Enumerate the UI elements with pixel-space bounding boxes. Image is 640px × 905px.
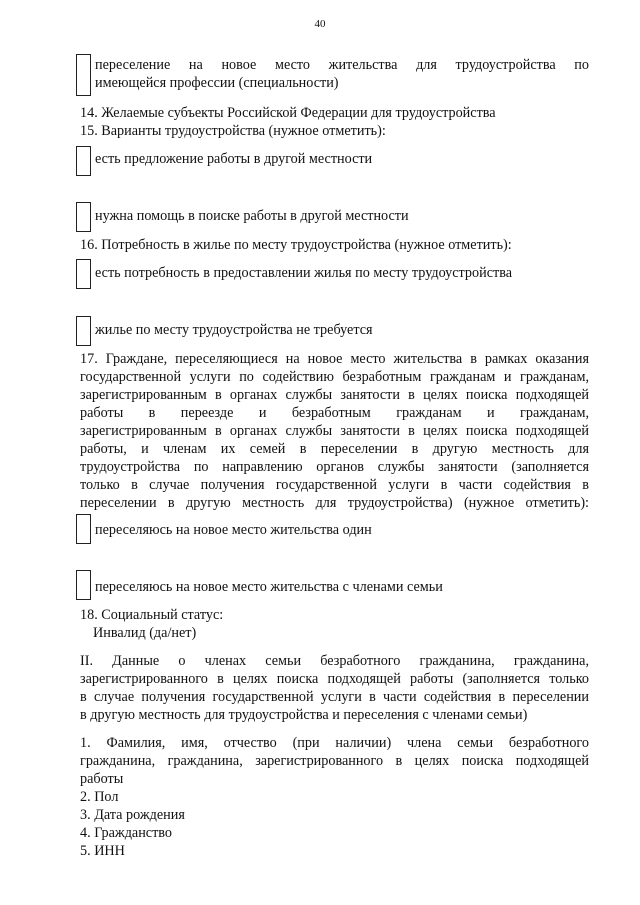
- option-relocation-by-profession-line1: переселение на новое место жительства для трудоустройства по: [95, 57, 589, 73]
- section-2-line: в другую местность для трудоустройства и переселения с членами семьи): [80, 707, 528, 723]
- option-relocation-by-profession-line2: имеющейся профессии (специальности): [95, 75, 339, 91]
- field-17-line: работы, и членам их семей в переселении в другую местность для: [80, 441, 589, 457]
- family-field-1-line: гражданина, гражданина, зарегистрированного в целях поиска подходящей: [80, 753, 589, 769]
- page-number: 40: [314, 18, 326, 30]
- family-field-3-birthdate: 3. Дата рождения: [80, 807, 185, 823]
- checkbox-job-offer-elsewhere[interactable]: [76, 146, 91, 176]
- family-field-1-line: работы: [80, 771, 124, 787]
- option-relocating-with-family: переселяюсь на новое место жительства с членами семьи: [95, 579, 443, 595]
- field-17-line: 17. Граждане, переселяющиеся на новое место жительства в рамках оказания: [80, 351, 589, 367]
- field-16-heading: 16. Потребность в жилье по месту трудоустройства (нужное отметить):: [80, 237, 512, 253]
- family-field-1-line: 1. Фамилия, имя, отчество (при наличии) члена семьи безработного: [80, 735, 589, 751]
- field-15-heading: 15. Варианты трудоустройства (нужное отметить):: [80, 123, 386, 139]
- option-housing-not-needed: жилье по месту трудоустройства не требуется: [95, 322, 373, 338]
- field-17-line: зарегистрированным в органах службы занятости в целях поиска подходящей: [80, 423, 589, 439]
- checkbox-relocating-with-family[interactable]: [76, 570, 91, 600]
- family-field-4-citizenship: 4. Гражданство: [80, 825, 172, 841]
- option-job-offer-elsewhere: есть предложение работы в другой местности: [95, 151, 373, 167]
- field-17-line: только в случае получения государственной услуги в части содействия в: [80, 477, 589, 493]
- family-field-5-inn: 5. ИНН: [80, 843, 125, 859]
- section-2-line: в случае получения государственной услуги в части содействия в переселении: [80, 689, 589, 705]
- checkbox-need-job-search-help[interactable]: [76, 202, 91, 232]
- field-14-desired-regions: 14. Желаемые субъекты Российской Федерации для трудоустройства: [80, 105, 496, 121]
- section-2-line: зарегистрированного в целях поиска подходящей работы (заполняется только: [80, 671, 589, 687]
- checkbox-relocating-alone[interactable]: [76, 514, 91, 544]
- field-17-line: работы в переезде и безработным гражданам и гражданам,: [80, 405, 589, 421]
- field-17-line: зарегистрированным в органах службы занятости в целях поиска подходящей: [80, 387, 589, 403]
- checkbox-housing-not-needed[interactable]: [76, 316, 91, 346]
- field-18-social-status: 18. Социальный статус:: [80, 607, 224, 623]
- field-disability: Инвалид (да/нет): [93, 625, 197, 641]
- family-field-2-sex: 2. Пол: [80, 789, 119, 805]
- checkbox-housing-needed[interactable]: [76, 259, 91, 289]
- option-need-job-search-help: нужна помощь в поиске работы в другой местности: [95, 208, 409, 224]
- option-housing-needed: есть потребность в предоставлении жилья по месту трудоустройства: [95, 265, 513, 281]
- section-2-line: II. Данные о членах семьи безработного гражданина, гражданина,: [80, 653, 589, 669]
- field-17-line: переселении в другую местность для трудоустройства) (нужное отметить):: [80, 495, 589, 511]
- checkbox-relocation-by-profession[interactable]: [76, 54, 91, 96]
- field-17-line: государственной услуги по содействию безработным гражданам и гражданам,: [80, 369, 589, 385]
- field-17-line: трудоустройства по направлению органов службы занятости (заполняется: [80, 459, 589, 475]
- option-relocating-alone: переселяюсь на новое место жительства один: [95, 522, 372, 538]
